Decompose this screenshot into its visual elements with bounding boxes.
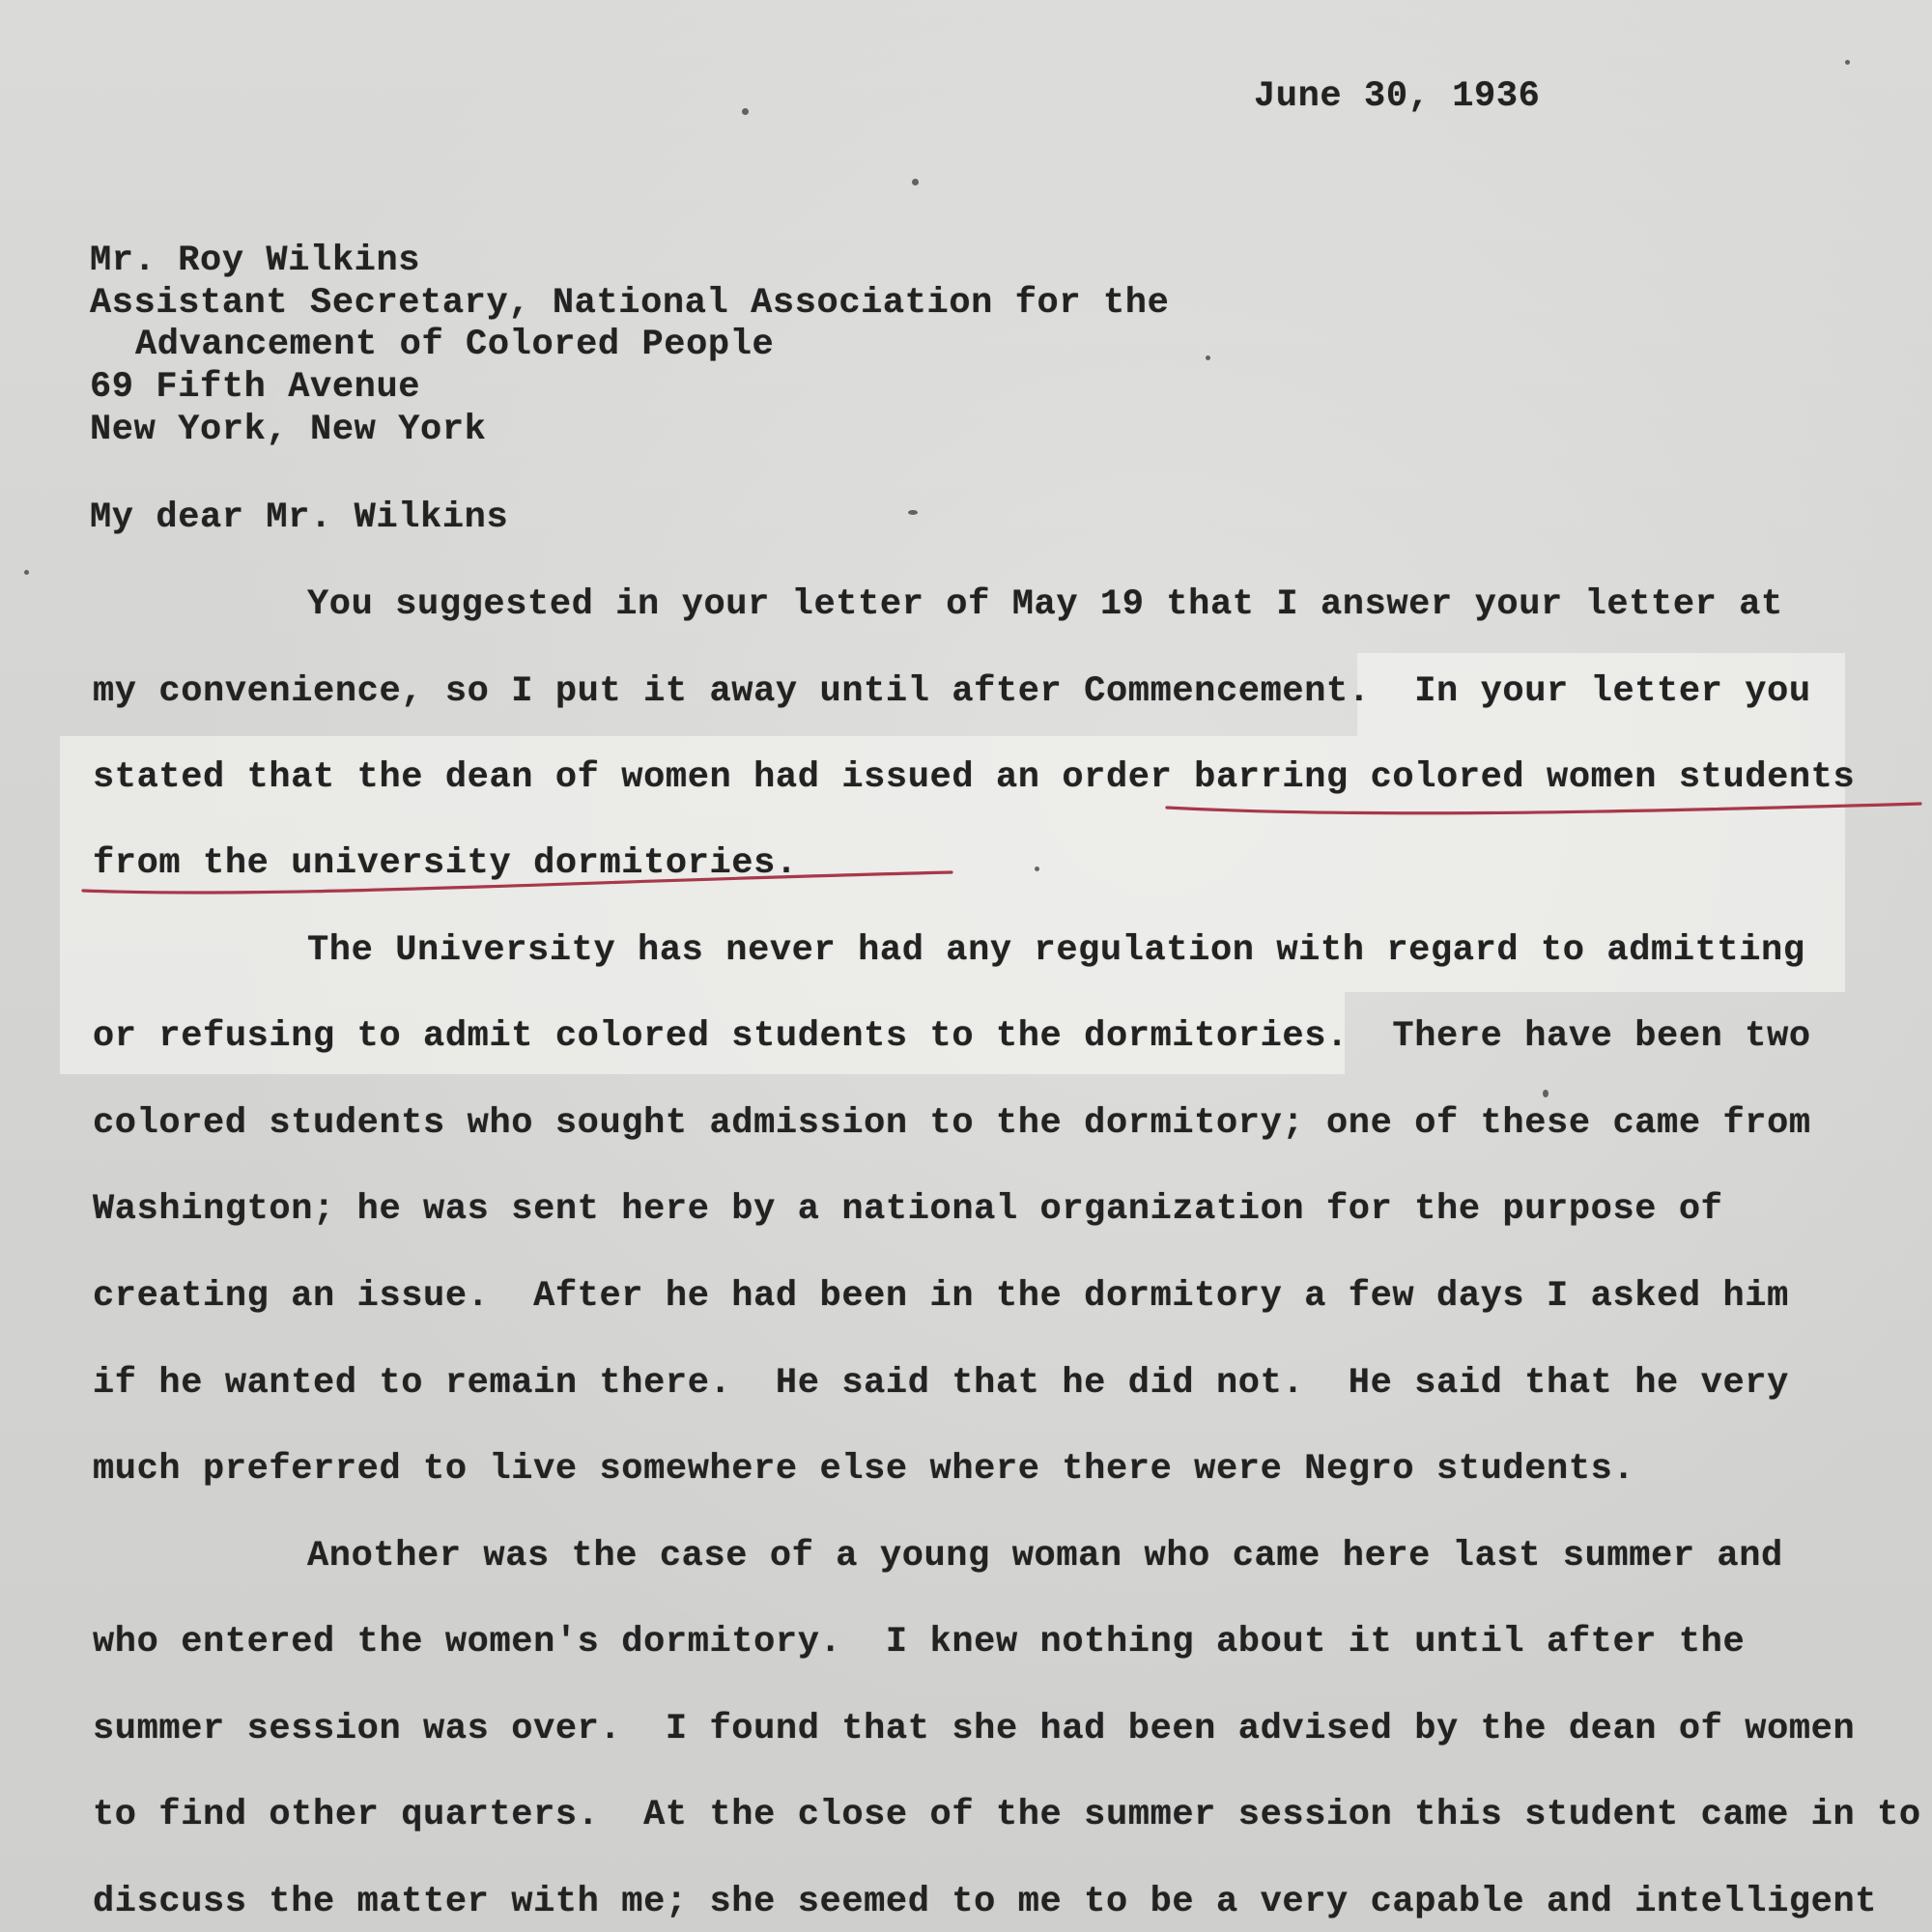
letter-date: June 30, 1936 bbox=[1254, 76, 1541, 117]
body-line: from the university dormitories. bbox=[93, 843, 798, 884]
body-line: if he wanted to remain there. He said that he did not. He said that he very bbox=[93, 1363, 1789, 1404]
recipient-street: 69 Fifth Avenue bbox=[90, 367, 421, 408]
recipient-city: New York, New York bbox=[90, 410, 487, 450]
body-line: to find other quarters. At the close of the summer session this student came in to bbox=[93, 1795, 1921, 1835]
ink-underline-1 bbox=[1167, 804, 1920, 813]
ink-speck bbox=[1035, 867, 1039, 871]
ink-speck bbox=[1206, 355, 1210, 360]
ink-speck bbox=[908, 510, 918, 515]
body-line: stated that the dean of women had issued an order barring colored women students bbox=[93, 757, 1856, 798]
ink-speck bbox=[742, 108, 749, 115]
salutation: My dear Mr. Wilkins bbox=[90, 497, 509, 538]
body-line: discuss the matter with me; she seemed to me to be a very capable and intelligent bbox=[93, 1882, 1878, 1922]
ink-speck bbox=[1845, 60, 1850, 65]
body-line: colored students who sought admission to the dormitory; one of these came from bbox=[93, 1103, 1811, 1144]
body-line: or refusing to admit colored students to the dormitories. There have been two bbox=[93, 1016, 1811, 1057]
body-line: summer session was over. I found that she had been advised by the dean of women bbox=[93, 1709, 1856, 1749]
body-line: The University has never had any regulation with regard to admitting bbox=[307, 930, 1805, 971]
ink-speck bbox=[912, 179, 919, 185]
body-line: Washington; he was sent here by a national organization for the purpose of bbox=[93, 1189, 1723, 1230]
body-line: who entered the women's dormitory. I knew nothing about it until after the bbox=[93, 1622, 1746, 1662]
body-line: my convenience, so I put it away until after Commencement. In your letter you bbox=[93, 671, 1811, 712]
body-line: You suggested in your letter of May 19 that I answer your letter at bbox=[307, 584, 1783, 625]
body-line: Another was the case of a young woman who came here last summer and bbox=[307, 1536, 1783, 1577]
body-line: creating an issue. After he had been in the dormitory a few days I asked him bbox=[93, 1276, 1789, 1317]
ink-speck bbox=[24, 570, 29, 575]
ink-speck bbox=[1543, 1090, 1548, 1097]
recipient-title-line2: Advancement of Colored People bbox=[135, 325, 775, 365]
recipient-name: Mr. Roy Wilkins bbox=[90, 241, 421, 281]
body-line: much preferred to live somewhere else where there were Negro students. bbox=[93, 1449, 1635, 1490]
recipient-title-line1: Assistant Secretary, National Association for the bbox=[90, 283, 1170, 324]
